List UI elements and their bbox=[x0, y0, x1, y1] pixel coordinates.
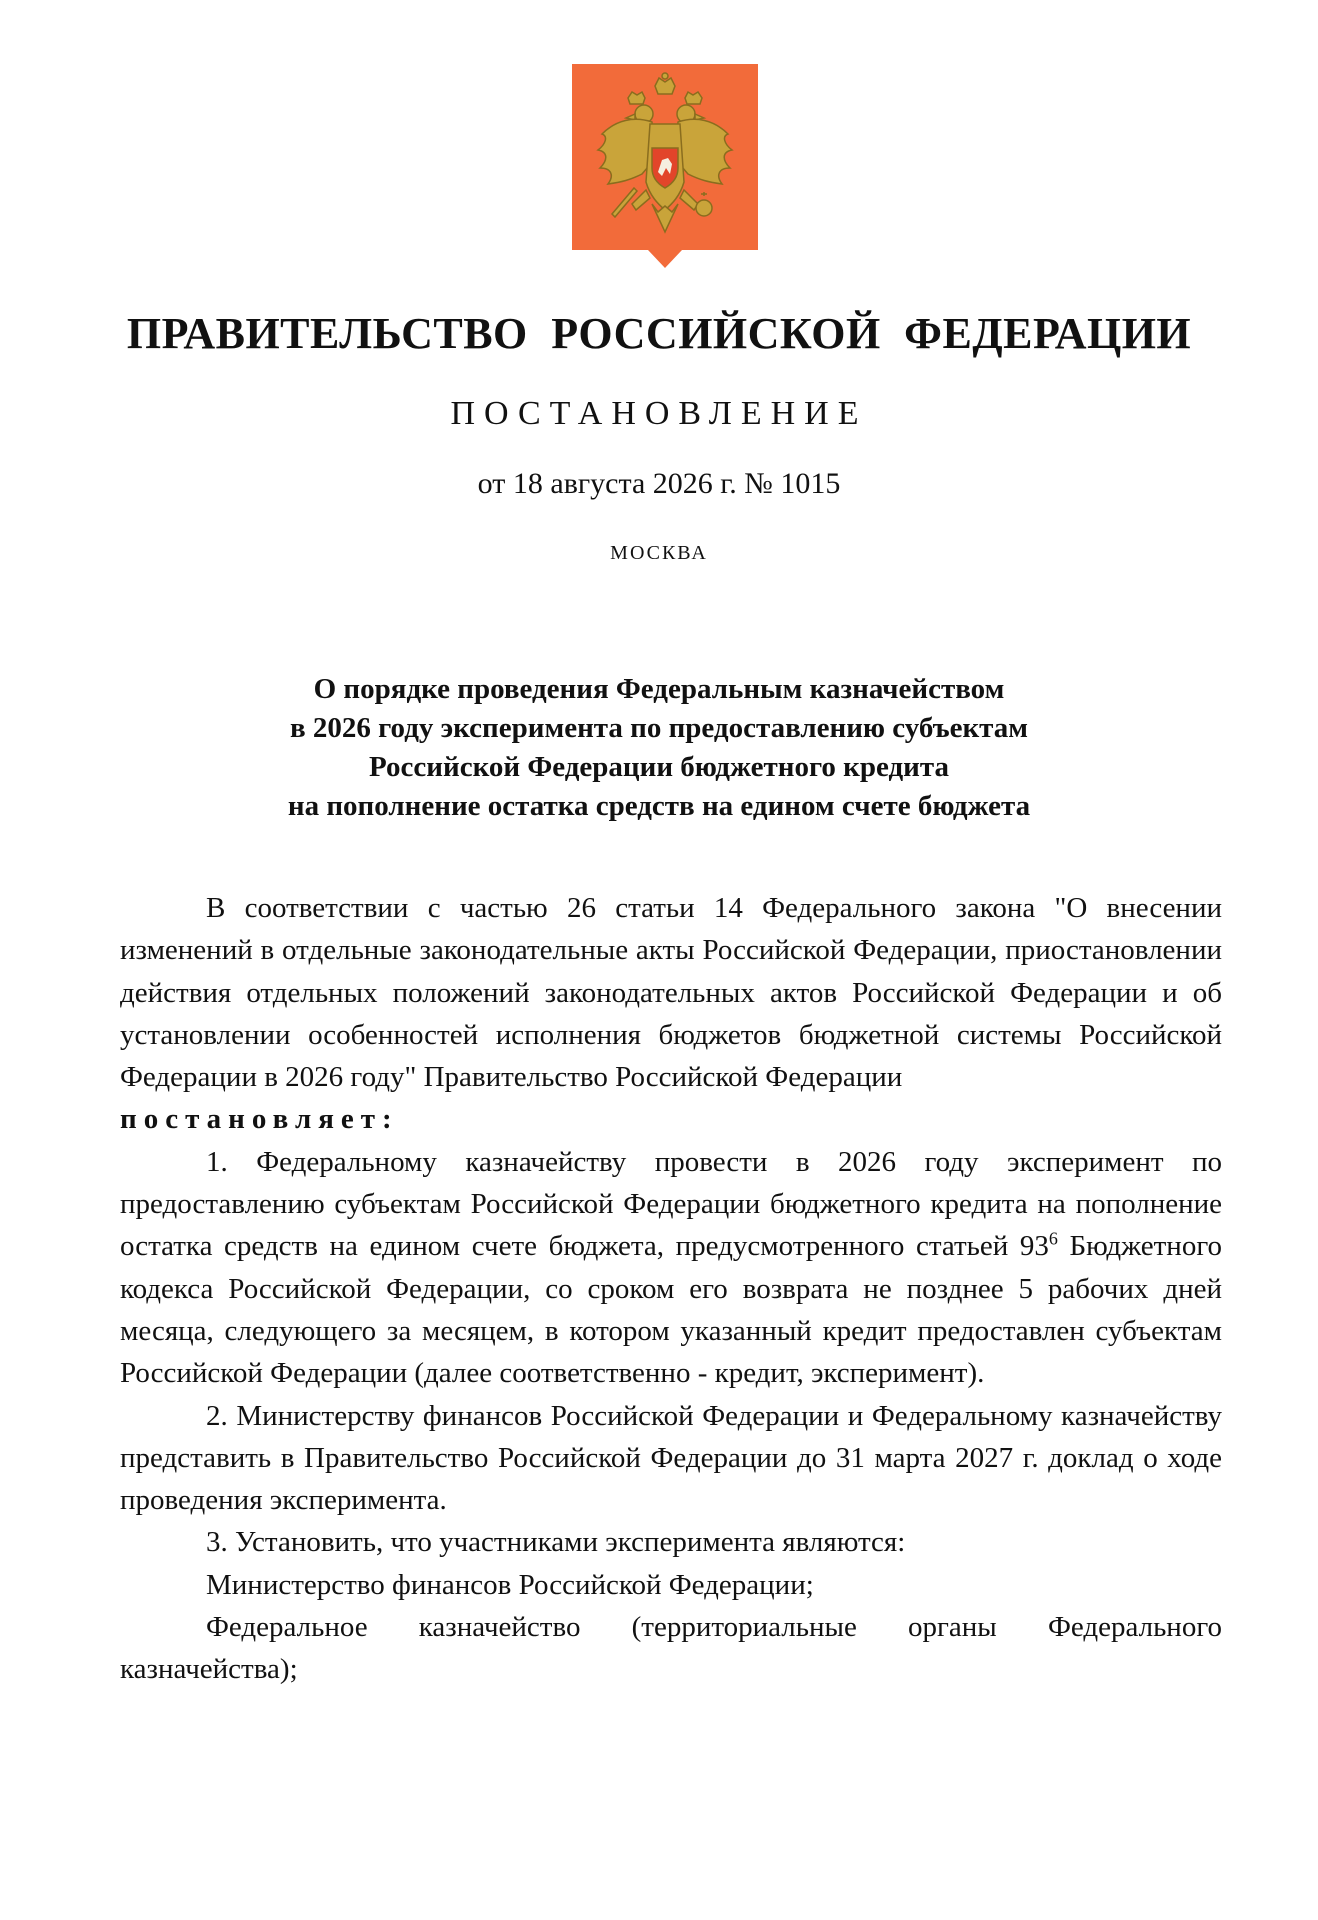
preamble-paragraph: В соответствии с частью 26 статьи 14 Федерального закона "О внесении изменений в отдельные законодательные акты Российской Федерации, приостановлении действия отдельных положений законодательных актов Российской Федерации и об установлении особенностей исполнения бюджетов бюджетной системы Российской Федерации в 2026 году" Правительство Российской Федерации bbox=[120, 892, 1222, 1094]
decree-word: постановляет: bbox=[120, 1103, 399, 1136]
russian-coat-of-arms-icon bbox=[572, 64, 758, 274]
item-2-paragraph: 2. Министерству финансов Российской Федерации и Федеральному казначейству представить в Правительство Российской Федерации до 31 марта 2027 г. доклад о ходе проведения эксперимента. bbox=[120, 1399, 1222, 1517]
item-1-paragraph bbox=[120, 1141, 1222, 1395]
item-3-paragraph: 3. Установить, что участниками эксперимента являются: bbox=[206, 1526, 906, 1559]
document-body bbox=[120, 887, 1222, 1691]
article-superscript: 6 bbox=[1048, 1228, 1058, 1249]
participant-item: Министерство финансов Российской Федерации; bbox=[206, 1568, 814, 1601]
heading-line: в 2026 году эксперимента по предоставлению субъектам bbox=[289, 712, 1029, 744]
item-1-text: 1. Федеральному казначейству провести в 2026 году эксперимент по предоставлению субъектам Российской Федерации бюджетного кредита на пополнение остатка средств на едином счете бюджета, предусмотренного статьей 93 bbox=[120, 1145, 1222, 1263]
heading-line: Российской Федерации бюджетного кредита bbox=[369, 751, 949, 783]
participant-item: Федеральное казначейство (территориальные органы Федерального казначейства); bbox=[120, 1611, 1222, 1686]
heading-line: О порядке проведения Федеральным казначейством bbox=[313, 673, 1005, 705]
government-title: ПРАВИТЕЛЬСТВО РОССИЙСКОЙ ФЕДЕРАЦИИ bbox=[126, 309, 1192, 358]
document-type: ПОСТАНОВЛЕНИЕ bbox=[450, 395, 868, 432]
item-1-text-continued: Бюджетного кодекса Российской Федерации, со сроком его возврата не позднее 5 рабочих дней месяца, следующего за месяцем, в котором указанный кредит предоставлен субъектам Российской Федерации (далее соответственно - кредит, эксперимент). bbox=[120, 1230, 1222, 1390]
document-heading bbox=[0, 670, 1318, 826]
document-city: МОСКВА bbox=[610, 542, 708, 564]
heading-line: на пополнение остатка средств на едином счете бюджета bbox=[287, 790, 1031, 822]
document-date-number: от 18 августа 2026 г. № 1015 bbox=[477, 467, 841, 500]
